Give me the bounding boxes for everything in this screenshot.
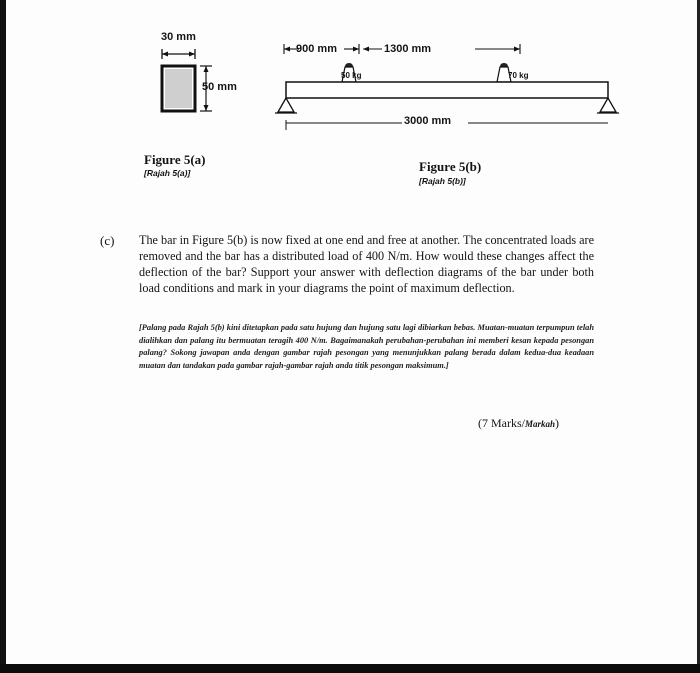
marks-malay: Markah: [525, 419, 556, 429]
dim-right-label: 1300 mm: [384, 43, 432, 55]
question-label: (c): [100, 233, 115, 248]
marks-english: (7 Marks/: [478, 416, 525, 430]
marks-allocation: [478, 416, 559, 431]
figure-5b-caption-malay: [Rajah 5(b)]: [419, 176, 466, 186]
question-text-english: The bar in Figure 5(b) is now fixed at one end and free at another. The concentrated loads are removed and the bar has a distributed load of 400 N/m. How would these changes affect the deflection of the bar? Support your answer with deflection diagrams of the bar under both load conditions and mark in your diagrams the point of maximum deflection.: [139, 233, 594, 295]
figure-5a-caption: Figure 5(a): [144, 152, 206, 167]
dim-left-label: 900 mm: [296, 43, 337, 55]
bottom-scan-border: [0, 664, 700, 673]
figure-5b-caption: Figure 5(b): [419, 159, 482, 174]
load-70kg-label: 70 kg: [508, 71, 529, 80]
dim-total-label: 3000 mm: [404, 115, 452, 127]
figure-5a-caption-malay: [Rajah 5(a)]: [144, 168, 191, 178]
marks-close: ): [555, 416, 560, 430]
cross-section-width-label: 30 mm: [161, 31, 196, 43]
question-text-malay: [Palang pada Rajah 5(b) kini ditetapkan pada satu hujung dan hujung satu lagi dibiarkan bebas. Muatan-muatan terpumpun telah dialihkan dan palang itu bermuatan teragih 400 N/m. Bagaimanakah perubahan-perubahan ini memberi kesan kepada pesongan palang? Sokong jawapan anda dengan gambar rajah pesongan yang menunjukkan palang berada dalam kedua-dua keadaan muatan dan tandakan pada gambar rajah-gambar rajah anda titik pesongan maksimum.]: [139, 323, 594, 370]
cross-section-height-label: 50 mm: [202, 81, 237, 93]
load-50kg-label: 50 kg: [341, 71, 362, 80]
left-scan-border: [0, 0, 6, 673]
